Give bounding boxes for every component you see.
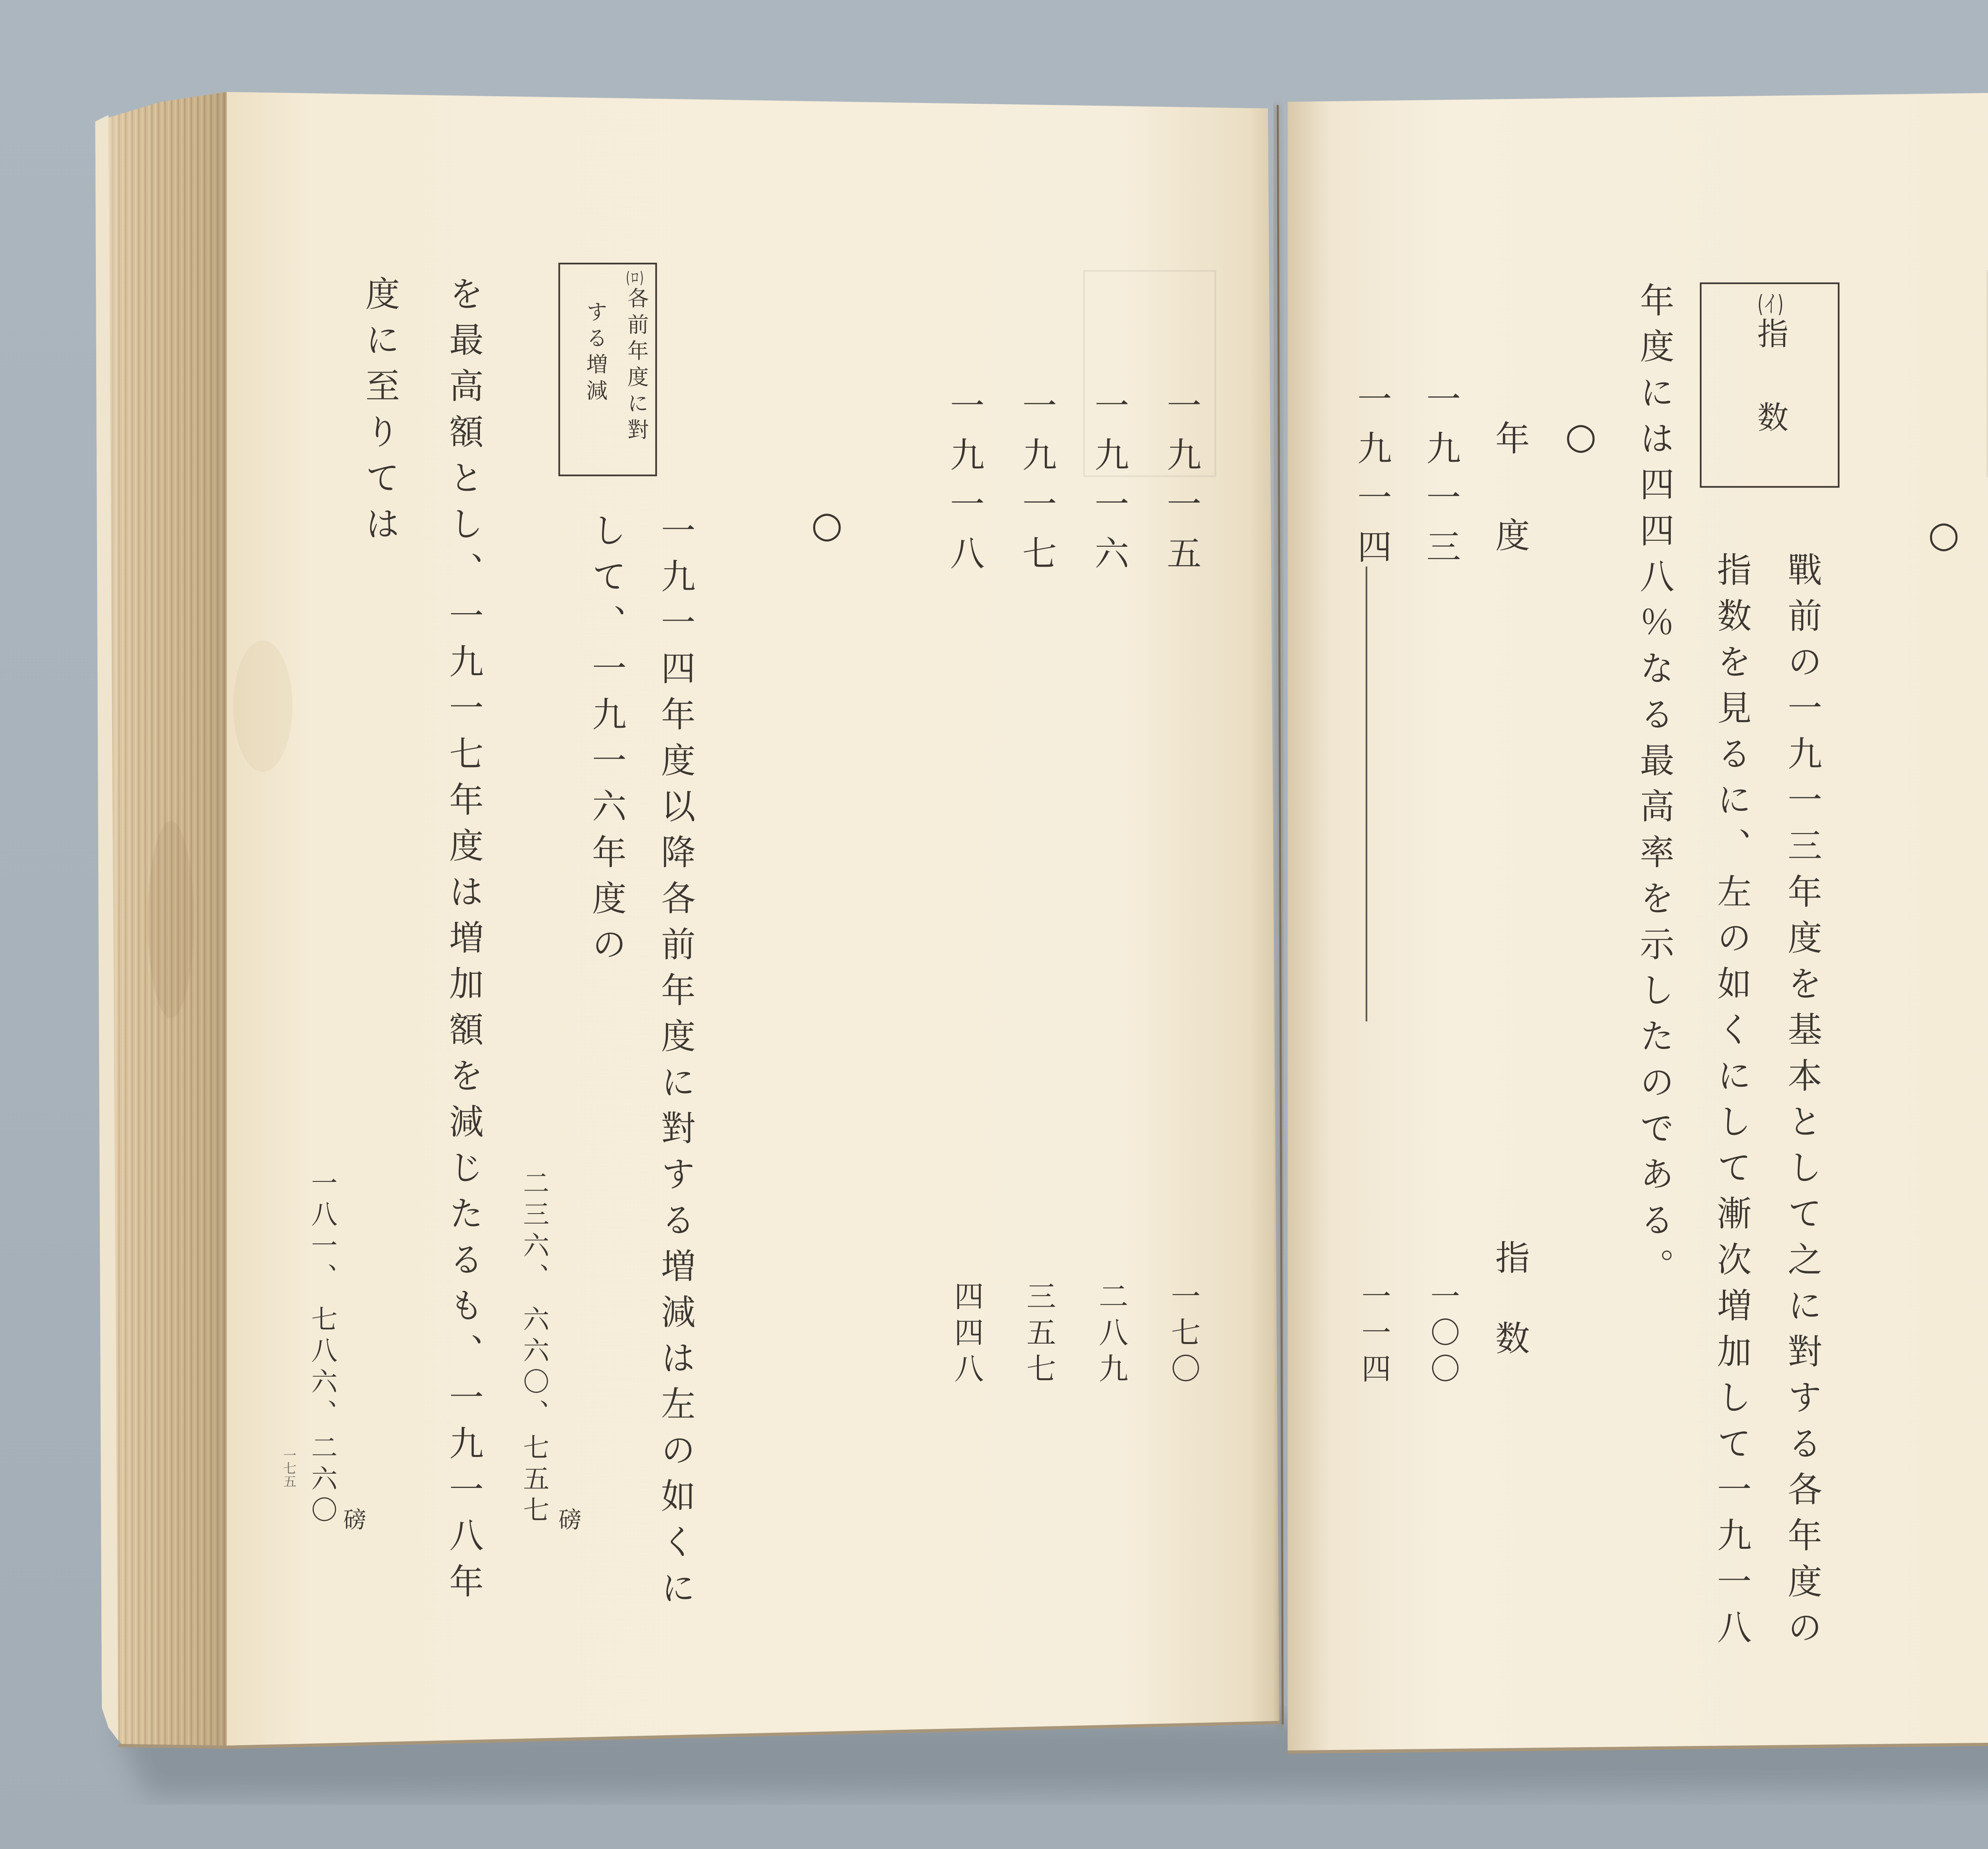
table-row-index: 一一四 [1356,1281,1391,1389]
amount-unit: 磅 [555,1507,582,1530]
table-bullet: ○ [1560,417,1602,458]
table-row-year: 一九一七 [1018,387,1058,585]
change-box [558,263,657,476]
change-box-line-1 [621,271,647,445]
table-row-index: 一〇〇 [1425,1281,1460,1389]
table-row-index: 二八九 [1094,1281,1128,1389]
change-box-text: 各前年度に對 [622,287,647,445]
table-row-year: 一九一六 [1090,387,1130,585]
bullet-circle: ○ [806,505,848,547]
amount-group: 二三六、 [519,1169,550,1294]
table-row-index: 四四八 [949,1281,984,1389]
change-box-label: (ロ) [626,271,644,287]
amount-group: 一八一、 [307,1169,338,1294]
year-header: 年度 [1491,420,1531,614]
change-text-line-3: を最高額とし、一九一七年度は増加額を減じたるも、一九一八年 [445,276,485,1610]
page-number-left: 一七五 [282,1448,297,1488]
index-header: 指数 [1491,1239,1531,1401]
table-row-index: 三五七 [1021,1281,1056,1389]
index-text-line-3: 年度には四四八％なる最高率を示したのである。 [1636,282,1675,1294]
change-text-line-4: 度に至りては [361,276,401,552]
change-text-line-2: して、一九一六年度の [588,512,627,972]
foxing-spot [233,641,293,772]
table-row-year: 一九一三 [1422,381,1462,578]
index-box-text [1749,294,1792,485]
table-row-year: 一九一八 [946,387,986,585]
index-text-line-1: 戰前の一九一三年度を基本として之に對する各年度の [1783,552,1823,1655]
amount-unit: 磅 [340,1507,367,1530]
table-row-index: 一七〇 [1166,1281,1201,1389]
amount-group: 七五七 [519,1433,550,1527]
table-row-year: 一九一五 [1163,387,1202,585]
bullet-circle: ○ [1923,515,1965,557]
foxing-spot [148,821,194,1018]
index-box-title: 指数 [1752,317,1789,485]
change-box-line-2: する増減 [581,300,606,406]
change-text-line-1: 一九一四年度以降各前年度に對する増減は左の如くに [657,512,697,1616]
amount-group: 七八六、 [307,1305,338,1430]
index-text-line-2: 指数を見るに、左の如くにして漸次増加して一九一八 [1713,552,1753,1655]
amount-group: 六六〇、 [519,1305,550,1430]
index-box [1700,282,1839,487]
table-row-year: 一九一四 [1353,381,1393,578]
amount-group: 二六〇 [307,1433,338,1527]
index-box-label: (イ) [1757,294,1784,318]
